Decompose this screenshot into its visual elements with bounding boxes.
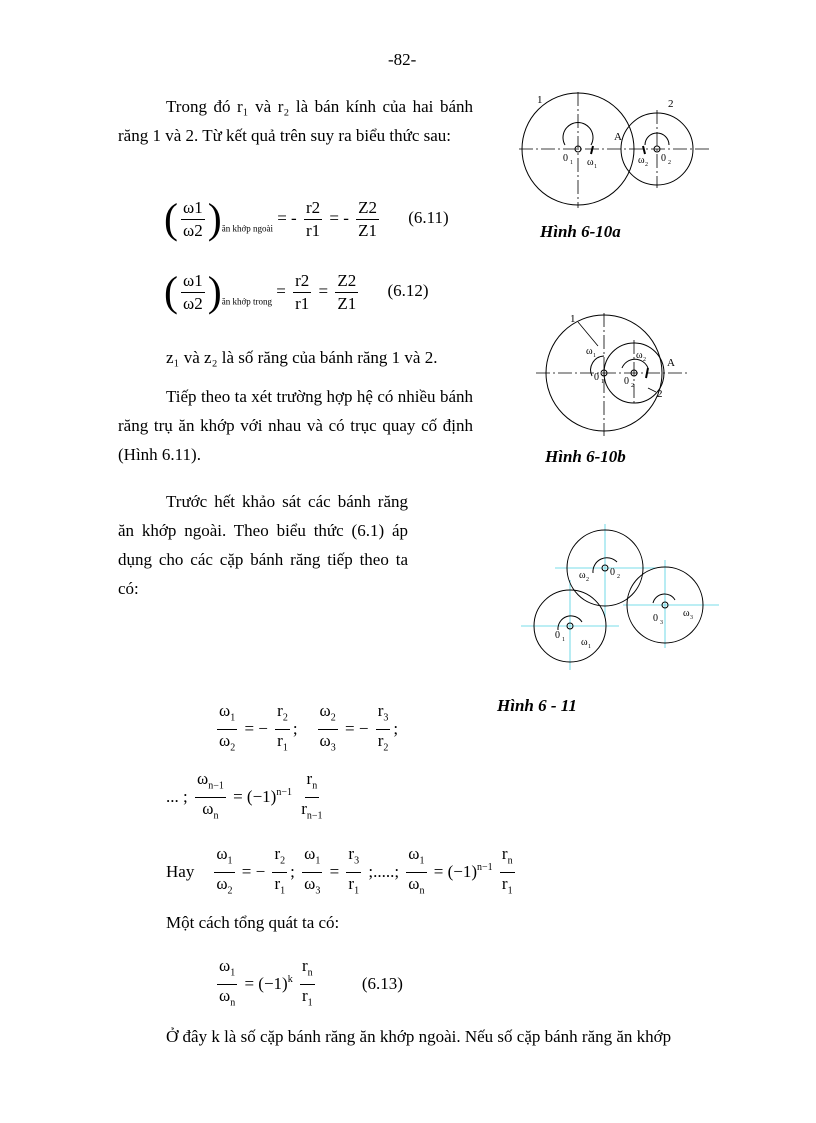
paragraph-teeth: z₁ và z₂ là số răng của bánh răng 1 và 2. (166, 348, 438, 367)
eq612-number: (6.12) (387, 281, 429, 301)
equation-6-11: ( $\frac{\omega 1}{\omega 2}$ )$_{ăn khớp ngoài}$ = - $\frac{r2}{r1}$ = - $\frac{Z2}{Z1}$ (6.11) (164, 196, 449, 243)
eq612-w2: ω2 (183, 294, 203, 313)
chain-sep-1: ; (292, 718, 298, 738)
fig610b-label-1: 1 (570, 313, 576, 325)
eq612-z1: Z1 (337, 294, 357, 313)
fig610a-label-1: 1 (537, 94, 543, 106)
fig610a-w1: ω (587, 157, 594, 168)
fig610b-o2: 0 (624, 376, 629, 387)
fig611-o1-sub: 1 (562, 637, 565, 643)
chain-neg-one: (−1) (246, 786, 277, 806)
fig611-w1-sub: 1 (588, 644, 591, 650)
page-number: -82- (388, 50, 417, 69)
chain-exponent: n−1 (276, 787, 292, 799)
equation-6-13: $\frac{\omega_1}{\omega_n}$ = $(-1)^k$ $\frac{r_n}{r_1}$ (6.13) (219, 956, 403, 1009)
fig611-o1: 0 (555, 630, 560, 641)
figure-6-10b-caption: Hình 6-10b (545, 447, 626, 466)
fig610a-o2: 0 (661, 153, 666, 164)
fig610a-o1-sub: 1 (570, 160, 573, 166)
eq611-r1: r1 (305, 221, 321, 240)
paragraph-general: Một cách tổng quát ta có: (166, 913, 340, 932)
fig610a-w2-sub: 2 (645, 162, 648, 168)
eq611-subscript: ăn khớp ngoài (221, 223, 273, 234)
equation-chain-row-2: ... ; $\frac{\omega_{n-1}}{\omega_n}$ = $(-1)^{n-1}$ $\frac{r_n}{r_{n-1}}$ (166, 769, 323, 822)
eq613-exponent: k (287, 974, 293, 986)
hay-label: Hay (166, 861, 195, 881)
equation-6-12: ( $\frac{\omega 1}{\omega 2}$ )$_{ăn khớp trong}$ = $\frac{r2}{r1}$ = $\frac{Z2}{Z1}$ (6.12) (164, 269, 429, 316)
figure-6-11 (515, 518, 725, 673)
paragraph-last: Ở đây k là số cặp bánh răng ăn khớp ngoài. Nếu số cặp bánh răng ăn khớp (166, 1027, 672, 1046)
fig611-w2-sub: 2 (586, 577, 589, 583)
fig610a-o2-sub: 2 (668, 160, 671, 166)
eq612-z2: Z2 (335, 270, 358, 293)
fig610b-o1: 0 (594, 372, 599, 383)
fig610a-w2: ω (638, 155, 645, 166)
eq611-w2: ω2 (183, 221, 203, 240)
paragraph-multi-gear: Tiếp theo ta xét trường hợp hệ có nhiều bánh răng trụ ăn khớp với nhau và có trục quay cố định (Hình 6.11). (118, 387, 473, 464)
fig611-w3: ω (683, 608, 690, 619)
fig610b-w1-sub: 1 (593, 353, 596, 359)
fig610b-label-2: 2 (657, 388, 663, 400)
fig611-o3: 0 (653, 613, 658, 624)
eq613-number: (6.13) (361, 973, 403, 993)
eq611-r2: r2 (304, 197, 322, 220)
eq611-number: (6.11) (408, 208, 449, 228)
fig611-w1: ω (581, 637, 588, 648)
fig610b-o2-sub: 2 (631, 383, 634, 389)
paragraph-intro: Trong đó r₁ và r₂ là bán kính của hai bánh răng 1 và 2. Từ kết quả trên suy ra biểu thức sau: (118, 97, 473, 145)
fig611-w2: ω (579, 570, 586, 581)
fig611-o2: 0 (610, 567, 615, 578)
chain-sep-2: ; (393, 718, 399, 738)
eq611-z2: Z2 (356, 197, 379, 220)
equation-chain-row-1: $\frac{\omega_1}{\omega_2}$ = − $\frac{r_2}{r_1}$ ; $\frac{\omega_2}{\omega_3}$ = − $\frac{r_3}{r_2}$ ; (219, 701, 399, 754)
equation-hay-row: Hay $\frac{\omega_1}{\omega_2}$ = − $\frac{r_2}{r_1}$ ; $\frac{\omega_1}{\omega_3}$ = $\frac{r_3}{r_1}$ ;.....; $\frac{\omega_1}{\omega_n}$ = $(-1)^{n-1}$ $\frac{r_n}{r_1}$ (166, 844, 513, 897)
hay-dots: ;.....; (368, 861, 400, 881)
fig610a-label-a: A (614, 131, 622, 143)
fig610b-w1: ω (586, 346, 593, 357)
fig610a-w1-sub: 1 (594, 164, 597, 170)
fig610b-o1-sub: 1 (601, 379, 604, 385)
figure-6-11-caption: Hình 6 - 11 (497, 696, 577, 715)
fig611-o2-sub: 2 (617, 574, 620, 580)
fig611-o3-sub: 3 (660, 620, 663, 626)
eq611-z1: Z1 (358, 221, 378, 240)
figure-6-10a-caption: Hình 6-10a (540, 222, 621, 241)
eq612-r2: r2 (293, 270, 311, 293)
eq612-w1: ω1 (181, 270, 205, 293)
fig611-w3-sub: 3 (690, 615, 693, 621)
fig610b-w2: ω (636, 350, 643, 361)
fig610a-label-2: 2 (668, 98, 674, 110)
eq612-r1: r1 (295, 294, 310, 313)
figure-6-10a (505, 90, 725, 210)
fig610b-w2-sub: 2 (643, 357, 646, 363)
fig610a-o1: 0 (563, 153, 568, 164)
paragraph-external-mesh: Trước hết khảo sát các bánh răng ăn khớp ngoài. Theo biểu thức (6.1) áp dụng cho các cặp bánh răng tiếp theo ta có: (118, 492, 408, 598)
fig610b-label-a: A (667, 357, 675, 369)
chain-dots: ... ; (166, 786, 188, 806)
eq612-subscript: ăn khớp trong (221, 296, 272, 307)
eq611-w1: ω1 (181, 197, 205, 220)
figure-6-10b (530, 308, 700, 438)
